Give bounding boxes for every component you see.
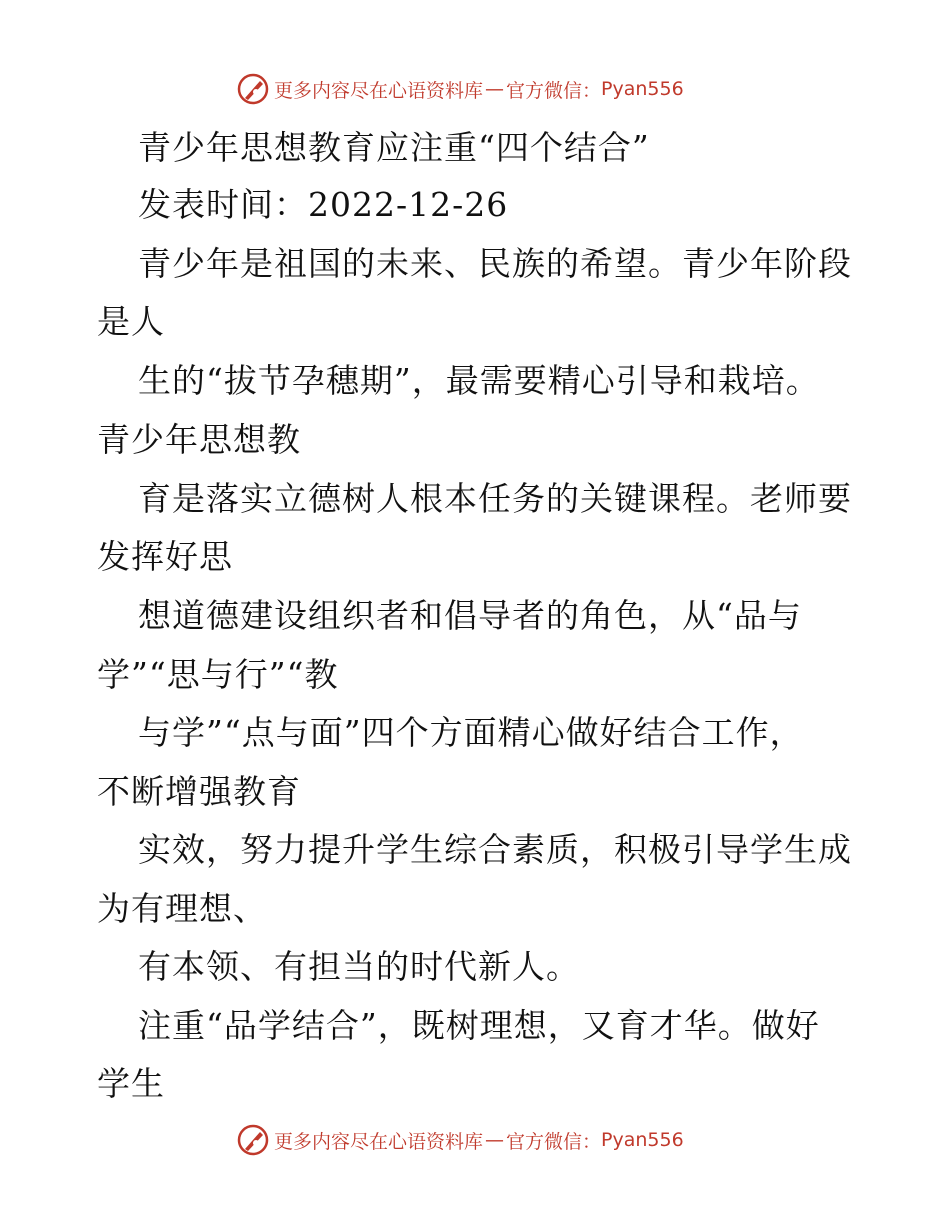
body-line-12: 为有理想、 — [97, 889, 267, 928]
body-line-15: 学生 — [97, 1064, 165, 1103]
body-line-9: 与学”“点与面”四个方面精心做好结合工作， — [138, 713, 804, 752]
body-line-1: 青少年是祖国的未来、民族的希望。青少年阶段 — [138, 244, 852, 283]
watermark-contact-label: 官方微信： — [506, 1130, 602, 1153]
document-title: 青少年思想教育应注重“四个结合” — [138, 128, 650, 167]
body-line-14: 注重“品学结合”，既树理想，又育才华。做好 — [138, 1006, 820, 1045]
body-line-4: 青少年思想教 — [97, 420, 301, 459]
body-line-5: 育是落实立德树人根本任务的关键课程。老师要 — [138, 479, 852, 518]
watermark-site-text: 更多内容尽在心语资料库 — [274, 79, 484, 102]
body-line-8: 学”“思与行”“教 — [97, 655, 339, 694]
quill-circle-icon — [236, 1123, 270, 1157]
body-line-10: 不断增强教育 — [97, 772, 301, 811]
watermark-contact-id: Pyan556 — [601, 1129, 684, 1151]
quill-circle-icon — [236, 72, 270, 106]
watermark-contact-label: 官方微信： — [506, 79, 602, 102]
watermark-separator: — — [485, 78, 505, 100]
watermark-header — [236, 72, 684, 106]
body-line-2: 是人 — [97, 302, 165, 341]
body-line-7: 想道德建设组织者和倡导者的角色，从“品与 — [138, 596, 802, 635]
body-line-13: 有本领、有担当的时代新人。 — [138, 947, 580, 986]
body-line-6: 发挥好思 — [97, 537, 233, 576]
body-line-11: 实效，努力提升学生综合素质，积极引导学生成 — [138, 830, 852, 869]
watermark-site-text: 更多内容尽在心语资料库 — [274, 1130, 484, 1153]
document-date: 发表时间：2022-12-26 — [138, 185, 509, 224]
watermark-contact-id: Pyan556 — [601, 78, 684, 100]
watermark-separator: — — [485, 1129, 505, 1151]
body-line-3: 生的“拔节孕穗期”，最需要精心引导和栽培。 — [138, 361, 820, 400]
watermark-footer — [236, 1123, 684, 1157]
